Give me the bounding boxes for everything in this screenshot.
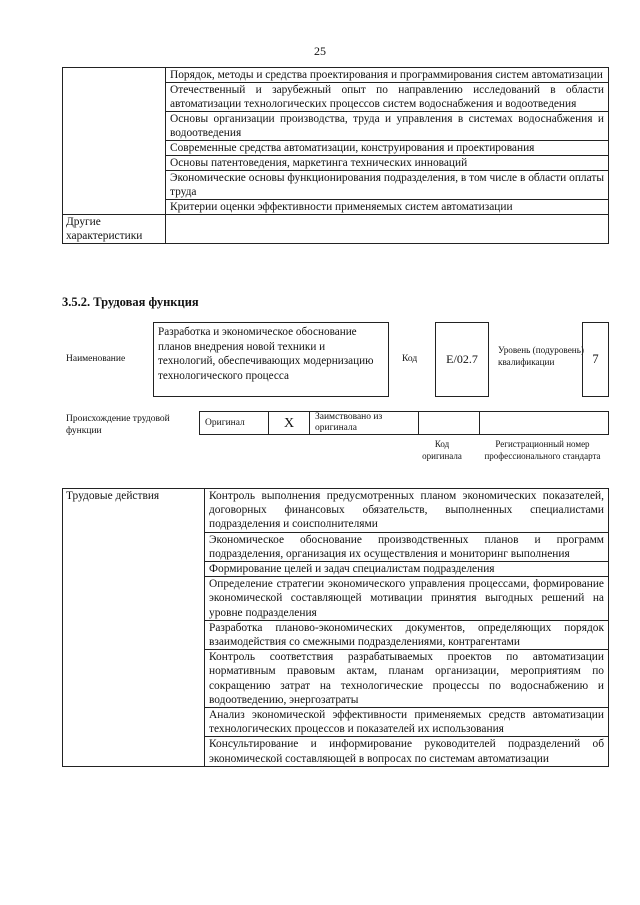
labor-action-item: Контроль соответствия разрабатываемых проектов по автоматизации нормативным правовым актам, планам организации, мероприятиям по сокращению затрат на технологические процессы по водоснабжению и водоотведению, энергозатраты <box>205 650 609 708</box>
knowledge-item: Современные средства автоматизации, конструирования и проектирования <box>166 141 609 156</box>
table-row <box>63 215 609 244</box>
section-heading: 3.5.2. Трудовая функция <box>62 295 199 309</box>
code-value-box: E/02.7 <box>435 322 489 397</box>
knowledge-item: Порядок, методы и средства проектирования и программирования систем автоматизации <box>166 68 609 83</box>
code-original-caption: Код оригинала <box>422 439 462 461</box>
knowledge-label-cell <box>63 68 166 215</box>
table-row <box>200 412 609 435</box>
table-row <box>63 489 609 533</box>
origin-label: Происхождение трудовой функции <box>66 414 170 436</box>
labor-action-item: Экономическое обоснование производственных планов и программ подразделения, организация их осуществления и мониторинг выполнения <box>205 532 609 561</box>
labor-action-item: Разработка планово-экономических документов, определяющих порядок взаимодействия со смежными подразделениями, контрагентами <box>205 620 609 649</box>
other-characteristics-label: Другие характеристики <box>63 215 166 244</box>
other-characteristics-value <box>166 215 609 244</box>
page-number: 25 <box>314 44 326 58</box>
labor-action-item: Контроль выполнения предусмотренных планом экономических показателей, договорных финансовых обязательств, выполненных специалистами подразделения и соисполнителями <box>205 489 609 533</box>
labor-action-item: Определение стратегии экономического управления процессами, формирование экономической составляющей мотивации принятия выгодных решений на уровне подразделения <box>205 577 609 621</box>
original-label: Оригинал <box>200 412 269 435</box>
labor-action-item: Формирование целей и задач специалистам подразделения <box>205 562 609 577</box>
original-mark: X <box>269 412 310 435</box>
knowledge-item: Основы организации производства, труда и управления в системах водоснабжения и водоотведения <box>166 112 609 141</box>
code-original-cell <box>419 412 480 435</box>
qualification-level-box: 7 <box>582 322 609 397</box>
borrowed-label: Заимствовано из оригинала <box>310 412 419 435</box>
name-label: Наименование <box>66 354 126 364</box>
reg-number-cell <box>480 412 609 435</box>
labor-actions-label: Трудовые действия <box>63 489 205 767</box>
labor-action-item: Анализ экономической эффективности применяемых средств автоматизации технологических процессов и показателей их использования <box>205 708 609 737</box>
labor-actions-table <box>62 488 609 767</box>
table-row <box>63 68 609 83</box>
function-name-box: Разработка и экономическое обоснование планов внедрения новой техники и технологий, обеспечивающих модернизацию технологического процесса <box>153 322 389 397</box>
knowledge-item: Экономические основы функционирования подразделения, в том числе в области оплаты труда <box>166 171 609 200</box>
knowledge-item: Основы патентоведения, маркетинга технических инноваций <box>166 156 609 171</box>
origin-table <box>199 411 609 435</box>
knowledge-table <box>62 67 609 244</box>
labor-action-item: Консультирование и информирование руководителей подразделений об экономической составляющей в вопросах по системам автоматизации <box>205 737 609 766</box>
code-label: Код <box>402 354 418 364</box>
reg-number-caption: Регистрационный номер профессионального стандарта <box>484 439 601 461</box>
qualification-level-label: Уровень (подуровень) квалификации <box>498 345 584 367</box>
knowledge-item: Критерии оценки эффективности применяемых систем автоматизации <box>166 200 609 215</box>
knowledge-item: Отечественный и зарубежный опыт по направлению исследований в области автоматизации технологических процессов систем водоснабжения и водоотведения <box>166 83 609 112</box>
